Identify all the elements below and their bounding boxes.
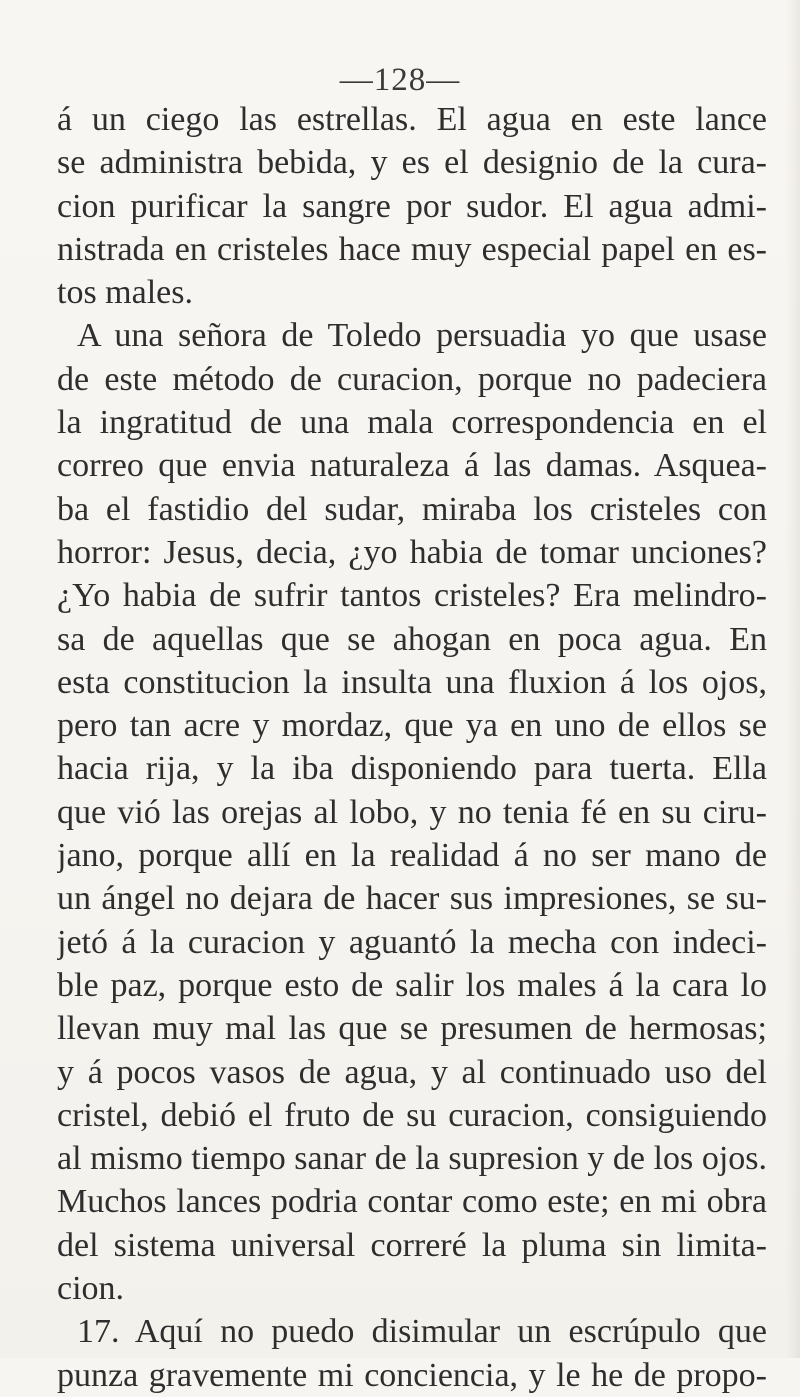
text-line: al mismo tiempo sanar de la supresion y de los ojos. [57, 1140, 767, 1178]
text-line: cristel, debió el fruto de su curacion, consiguiendo [57, 1096, 767, 1134]
text-line: cion. [57, 1270, 125, 1308]
body-text [57, 98, 767, 1397]
text-line: sa de aquellas que se ahogan en poca agua. En [57, 620, 767, 658]
text-line: correo que envia naturaleza á las damas. Asquea- [57, 447, 767, 485]
text-line: de este método de curacion, porque no padeciera [57, 360, 767, 398]
text-line: del sistema universal correré la pluma sin limita- [57, 1226, 767, 1264]
text-line: se administra bebida, y es el designio de la cura- [57, 144, 767, 182]
text-line: ble paz, porque esto de salir los males á la cara lo [57, 966, 767, 1004]
text-line: la ingratitud de una mala correspondencia en el [57, 404, 767, 442]
paragraph-start-line: 17. Aquí no puedo disimular un escrúpulo que [77, 1313, 767, 1351]
text-line: cion purificar la sangre por sudor. El agua admi- [57, 187, 767, 225]
text-line: horror: Jesus, decia, ¿yo habia de tomar unciones? [57, 533, 767, 571]
text-line: á un ciego las estrellas. El agua en este lance [57, 101, 767, 138]
text-line: pero tan acre y mordaz, que ya en uno de ellos se [57, 707, 767, 745]
text-line: que vió las orejas al lobo, y no tenia fé en su ciru- [57, 793, 767, 831]
text-line: llevan muy mal las que se presumen de hermosas; [57, 1010, 767, 1048]
text-line: tos males. [57, 274, 193, 312]
text-line: jano, porque allí en la realidad á no ser mano de [57, 837, 767, 875]
text-line: hacia rija, y la iba disponiendo para tuerta. Ella [57, 750, 767, 788]
page-edge-shadow [786, 0, 800, 1358]
text-line: Muchos lances podria contar como este; en mi obra [57, 1183, 767, 1221]
text-line: y á pocos vasos de agua, y al continuado uso del [57, 1053, 767, 1091]
text-line: jetó á la curacion y aguantó la mecha con indeci- [57, 923, 767, 961]
paragraph-start-line: A una señora de Toledo persuadia yo que usase [77, 317, 767, 355]
text-line: punza gravemente mi conciencia, y le he de propo- [57, 1356, 767, 1394]
text-line: ba el fastidio del sudar, miraba los cristeles con [57, 490, 767, 528]
page-number: —128— [339, 62, 461, 98]
text-line: ¿Yo habia de sufrir tantos cristeles? Era melindro- [57, 577, 767, 615]
text-line: un ángel no dejara de hacer sus impresiones, se su- [57, 880, 767, 918]
text-line: nistrada en cristeles hace muy especial papel en es- [57, 230, 767, 268]
text-line: esta constitucion la insulta una fluxion á los ojos, [57, 663, 767, 701]
